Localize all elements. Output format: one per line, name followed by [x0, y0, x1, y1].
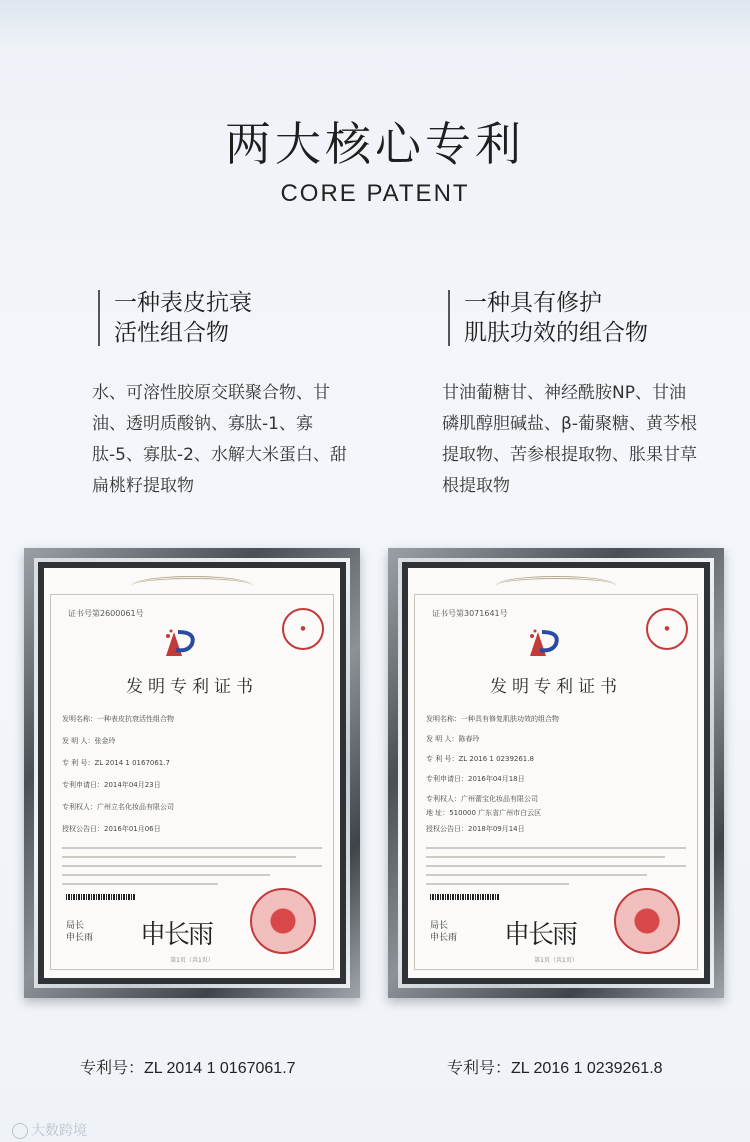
certificate-title: 发明专利证书 [490, 677, 622, 697]
certificate-body-text [62, 840, 322, 892]
page-title: 两大核心专利 [225, 117, 525, 171]
certificate-paper [44, 568, 340, 978]
barcode-icon [430, 894, 500, 900]
barcode-icon [66, 894, 136, 900]
top-band [0, 0, 750, 48]
patent-office-emblem-icon [526, 626, 566, 662]
signature: 申长雨 [504, 920, 577, 950]
field-filing-date: 专利申请日：2014年04月23日 [62, 781, 161, 789]
seal-icon: ● [646, 608, 688, 650]
official-seal-icon [614, 888, 680, 954]
field-inventor: 发 明 人：张金玲 [62, 737, 116, 745]
field-inventor: 发 明 人：陈春玲 [426, 735, 480, 743]
certificate-number: 证书号第3071641号 [432, 609, 508, 618]
ornament-icon [496, 576, 616, 595]
field-filing-date: 专利申请日：2016年04月18日 [426, 775, 525, 783]
watermark [12, 1120, 87, 1140]
seal-icon: ● [282, 608, 324, 650]
certificate-frame-1 [24, 548, 360, 998]
patent-column-2 [442, 288, 742, 502]
certificate-body-text [426, 840, 686, 892]
field-patent-no: 专 利 号：ZL 2014 1 0167061.7 [62, 759, 170, 767]
page-number: 第1页（共1页） [170, 957, 214, 964]
page-number: 第1页（共1页） [534, 957, 578, 964]
watermark-logo-icon [12, 1123, 28, 1139]
patent-number-caption-1: 专利号：ZL 2014 1 0167061.7 [80, 1060, 296, 1077]
field-invention-name: 发明名称：一种具有修复肌肤功效的组合物 [426, 715, 559, 723]
patent-column-1 [92, 288, 392, 502]
patent-heading-line1: 一种表皮抗衰 [114, 290, 252, 316]
patent-heading [442, 288, 742, 348]
patent-office-emblem-icon [162, 626, 202, 662]
official-seal-icon [250, 888, 316, 954]
heading-bar [448, 290, 450, 346]
certificate-title: 发明专利证书 [126, 677, 258, 697]
watermark-text: 大数跨境 [31, 1123, 87, 1139]
patent-heading-line2: 肌肤功效的组合物 [464, 320, 648, 346]
field-patentee: 专利权人：广州蕾宝化妆品有限公司 [426, 795, 538, 803]
field-address: 地 址：510000 广东省广州市白云区 [426, 809, 542, 817]
field-grant-date: 授权公告日：2018年09月14日 [426, 825, 525, 833]
field-patent-no: 专 利 号：ZL 2016 1 0239261.8 [426, 755, 534, 763]
signature-label: 局长 申长雨 [66, 921, 94, 943]
signature-label: 局长 申长雨 [430, 921, 458, 943]
certificate-number: 证书号第2600061号 [68, 609, 144, 618]
signature: 申长雨 [140, 920, 213, 950]
field-patentee: 专利权人：广州立名化妆品有限公司 [62, 803, 174, 811]
patent-ingredients: 甘油葡糖甘、神经酰胺NP、甘油磷肌醇胆碱盐、β-葡聚糖、黄芩根提取物、苦参根提取物、胀果甘草根提取物 [442, 383, 697, 496]
certificate-frame-2 [388, 548, 724, 998]
ornament-icon [132, 576, 252, 595]
page-subtitle: CORE PATENT [280, 180, 470, 207]
patent-ingredients: 水、可溶性胶原交联聚合物、甘油、透明质酸钠、寡肽-1、寡肽-5、寡肽-2、水解大米蛋白、甜扁桃籽提取物 [92, 383, 347, 496]
field-invention-name: 发明名称：一种表皮抗衰活性组合物 [62, 715, 174, 723]
field-grant-date: 授权公告日：2016年01月06日 [62, 825, 161, 833]
patent-heading [92, 288, 392, 348]
heading-bar [98, 290, 100, 346]
certificate-paper [408, 568, 704, 978]
patent-number-caption-2: 专利号：ZL 2016 1 0239261.8 [447, 1060, 663, 1077]
patent-heading-line2: 活性组合物 [114, 320, 229, 346]
patent-heading-line1: 一种具有修护 [464, 290, 602, 316]
